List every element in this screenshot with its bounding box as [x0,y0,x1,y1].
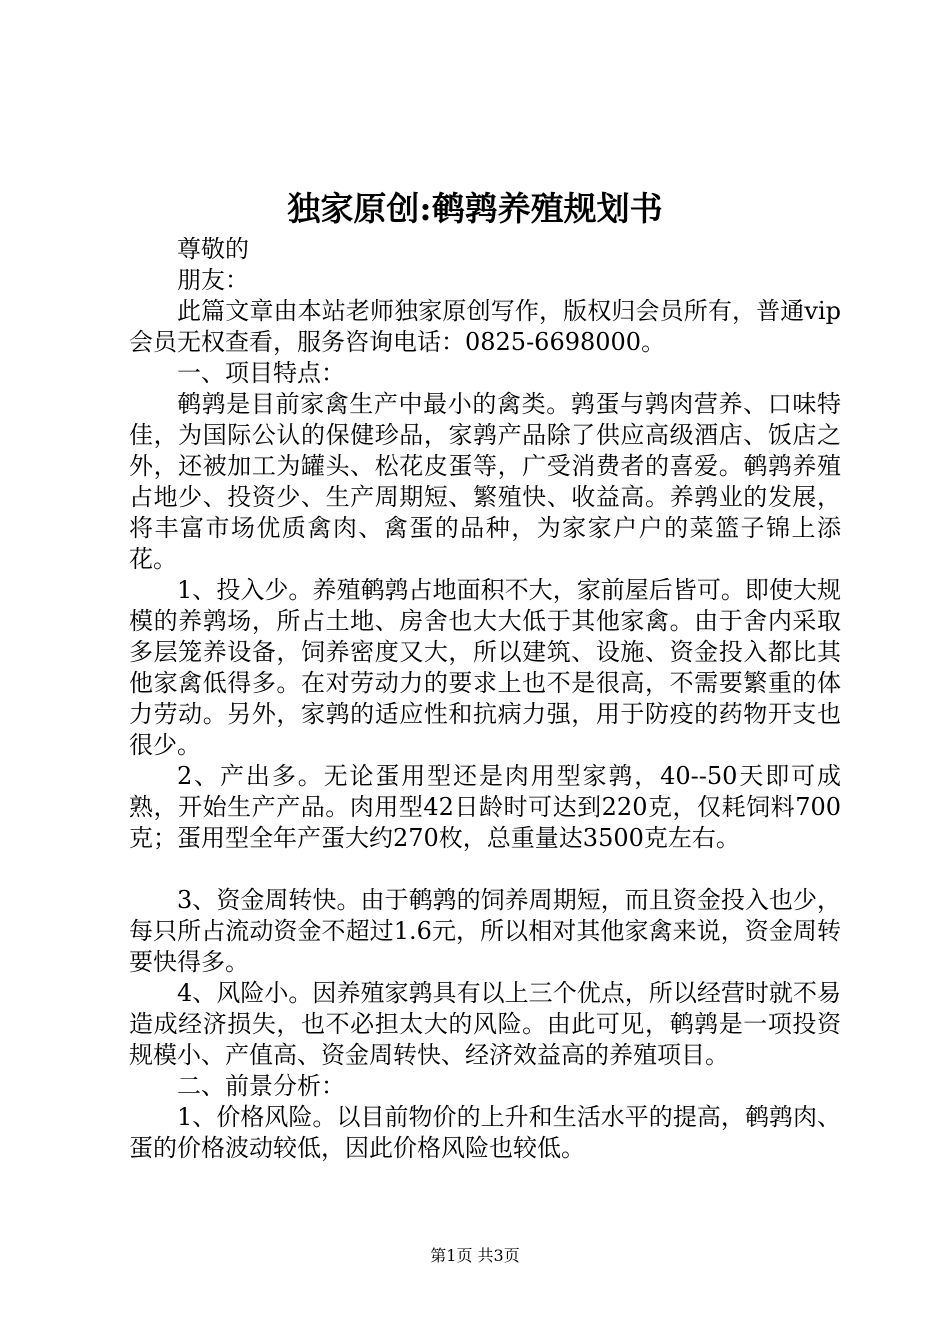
paragraph-low-investment: 1、投入少。养殖鹌鹑占地面积不大，家前屋后皆可。即使大规模的养鹑场，所占土地、房舍也大大低于其他家禽。由于舍内采取多层笼养设备，饲养密度又大，所以建筑、设施、资金投入都比其他家禽低得多。在对劳动力的要求上也不是很高，不需要繁重的体力劳动。另外，家鹑的适应性和抗病力强，用于防疫的药物开支也很少。 [129,576,841,759]
salutation-line-2: 朋友： [177,266,249,294]
document-body [129,234,841,1164]
section-heading-features: 一、项目特点： [177,359,345,387]
page-footer: 第1页 共3页 [430,1246,520,1265]
copyright-notice: 此篇文章由本站老师独家原创写作，版权归会员所有，普通vip会员无权查看，服务咨询电话：0825-6698000。 [129,297,841,356]
paragraph-price-risk: 1、价格风险。以目前物价的上升和生活水平的提高，鹌鹑肉、蛋的价格波动较低，因此价格风险也较低。 [129,1103,841,1162]
document-title: 独家原创:鹌鹑养殖规划书 [287,189,663,228]
section-heading-prospects: 二、前景分析： [177,1072,345,1100]
paragraph-low-risk: 4、风险小。因养殖家鹑具有以上三个优点，所以经营时就不易造成经济损失，也不必担太大的风险。由此可见，鹌鹑是一项投资规模小、产值高、资金周转快、经济效益高的养殖项目。 [129,979,841,1069]
paragraph-high-output: 2、产出多。无论蛋用型还是肉用型家鹑，40--50天即可成熟，开始生产产品。肉用型42日龄时可达到220克，仅耗饲料700克；蛋用型全年产蛋大约270枚，总重量达3500克左右。 [129,762,841,852]
salutation-line-1: 尊敬的 [177,235,249,263]
paragraph-fast-turnover: 3、资金周转快。由于鹌鹑的饲养周期短，而且资金投入也少，每只所占流动资金不超过1.6元，所以相对其他家禽来说，资金周转要快得多。 [129,886,841,976]
paragraph-intro: 鹌鹑是目前家禽生产中最小的禽类。鹑蛋与鹑肉营养、口味特佳，为国际公认的保健珍品，家鹑产品除了供应高级酒店、饭店之外，还被加工为罐头、松花皮蛋等，广受消费者的喜爱。鹌鹑养殖占地少、投资少、生产周期短、繁殖快、收益高。养鹑业的发展，将丰富市场优质禽肉、禽蛋的品种，为家家户户的菜篮子锦上添花。 [129,390,841,573]
